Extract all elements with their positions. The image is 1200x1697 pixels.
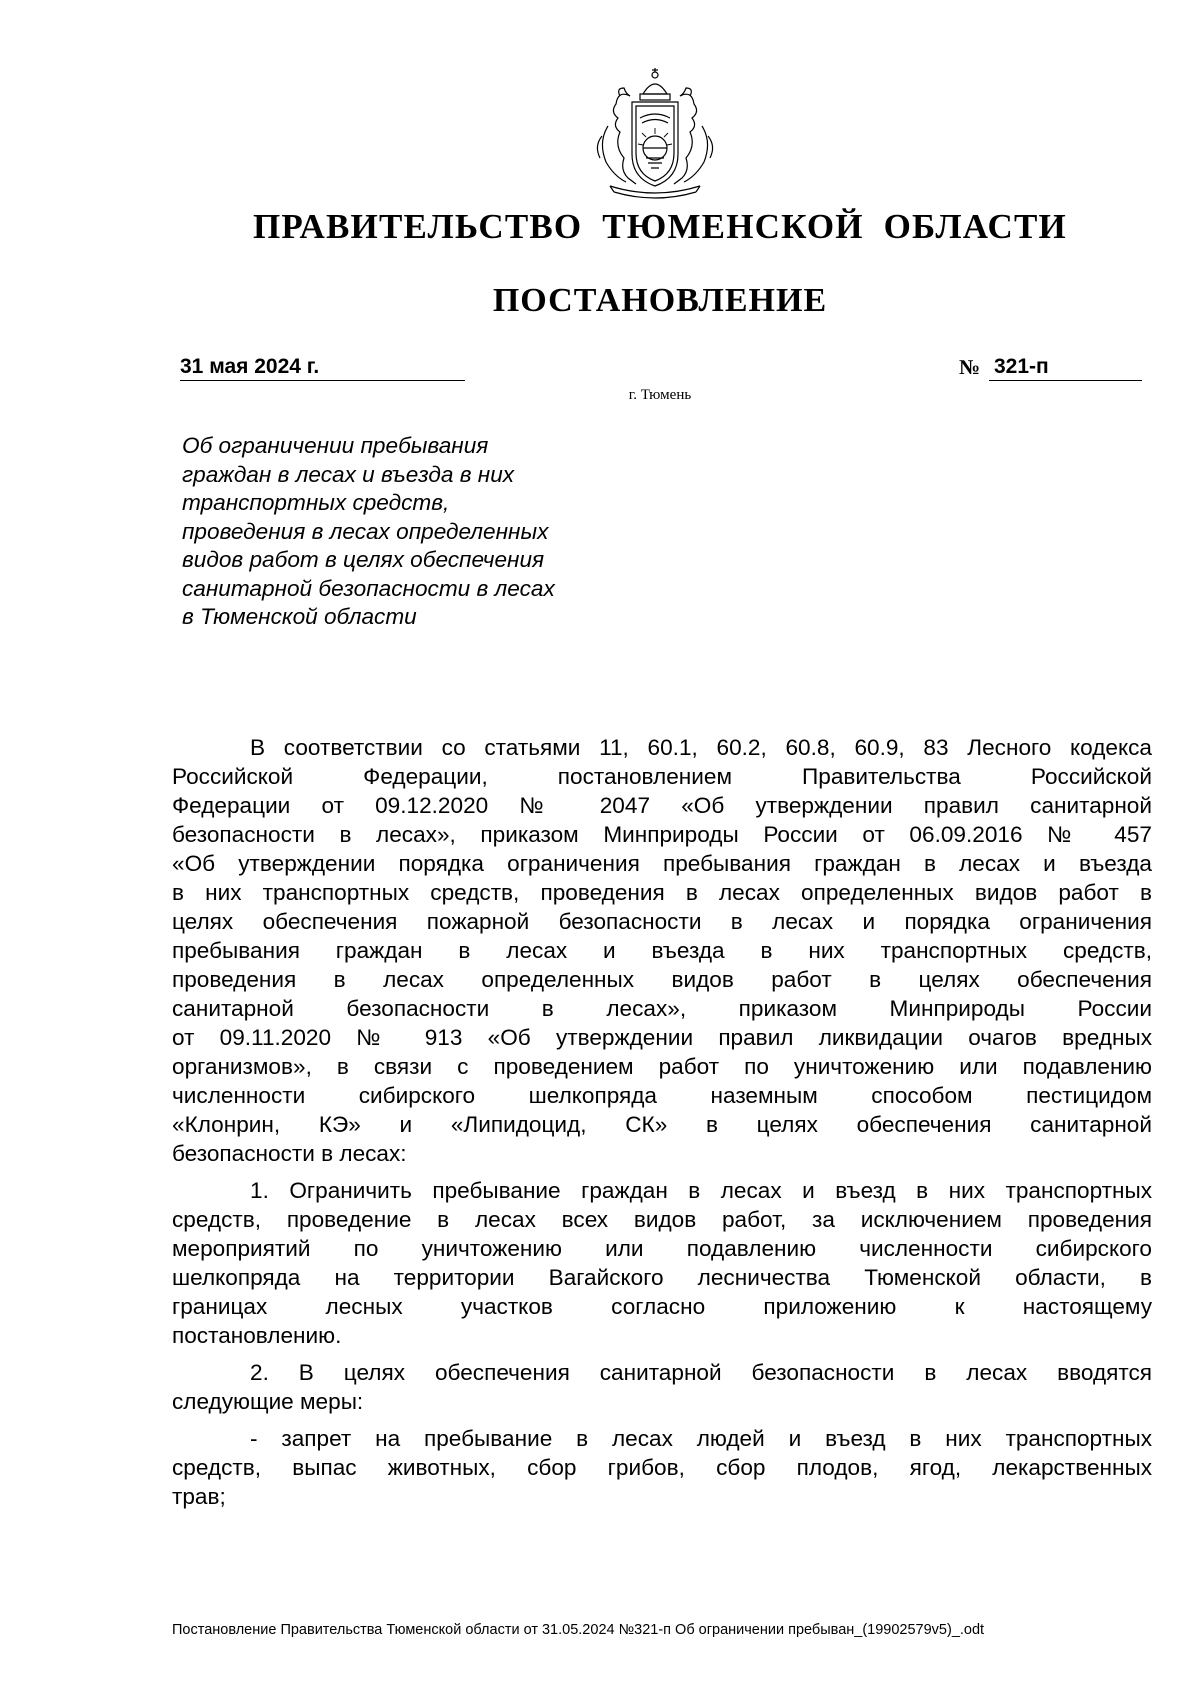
document-subject bbox=[182, 432, 642, 632]
number-label: № bbox=[959, 355, 981, 379]
body-line: 1. Ограничить пребывание граждан в лесах и въезд в них транспортных bbox=[250, 1178, 1152, 1203]
body-line: 2. В целях обеспечения санитарной безопасности в лесах вводятся bbox=[250, 1360, 1152, 1385]
tyumen-emblem-svg bbox=[580, 66, 730, 206]
item-2-bullet-paragraph bbox=[172, 1424, 1152, 1511]
body-line: - запрет на пребывание в лесах людей и въезд в них транспортных bbox=[250, 1426, 1152, 1451]
body-line: «Об утверждении порядка ограничения пребывания граждан в лесах и въезда bbox=[172, 851, 1152, 876]
subject-line: проведения в лесах определенных bbox=[182, 518, 549, 544]
body-line: трав; bbox=[172, 1484, 226, 1509]
body-line: безопасности в лесах», приказом Минприроды России от 06.09.2016 № 457 bbox=[172, 822, 1152, 847]
body-line: мероприятий по уничтожению или подавлению численности сибирского bbox=[172, 1236, 1152, 1261]
subject-line: Об ограничении пребывания bbox=[182, 433, 489, 458]
body-line: численности сибирского шелкопряда наземным способом пестицидом bbox=[172, 1083, 1152, 1108]
body-line: безопасности в лесах: bbox=[172, 1141, 407, 1166]
body-line: Российской Федерации, постановлением Правительства Российской bbox=[172, 764, 1152, 789]
body-line: следующие меры: bbox=[172, 1389, 364, 1414]
body-line: санитарной безопасности в лесах», приказом Минприроды России bbox=[172, 996, 1152, 1021]
coat-of-arms-icon bbox=[580, 66, 730, 206]
subject-line: граждан в лесах и въезда в них bbox=[182, 461, 515, 487]
body-line: «Клонрин, КЭ» и «Липидоцид, СК» в целях обеспечения санитарной bbox=[172, 1112, 1152, 1137]
body-line: целях обеспечения пожарной безопасности в лесах и порядка ограничения bbox=[172, 909, 1152, 934]
subject-line: санитарной безопасности в лесах bbox=[182, 575, 555, 601]
preamble-paragraph bbox=[172, 733, 1152, 1168]
body-line: В соответствии со статьями 11, 60.1, 60.2, 60.8, 60.9, 83 Лесного кодекса bbox=[250, 735, 1152, 760]
body-line: средств, проведение в лесах всех видов работ, за исключением проведения bbox=[172, 1207, 1152, 1232]
body-line: шелкопряда на территории Вагайского лесничества Тюменской области, в bbox=[172, 1265, 1152, 1290]
item-2-paragraph bbox=[172, 1358, 1152, 1416]
body-line: постановлению. bbox=[172, 1323, 342, 1348]
document-body bbox=[172, 733, 1152, 1519]
body-line: средств, выпас животных, сбор грибов, сбор плодов, ягод, лекарственных bbox=[172, 1455, 1152, 1480]
subject-line: в Тюменской области bbox=[182, 604, 417, 629]
body-line: от 09.11.2020 № 913 «Об утверждении правил ликвидации очагов вредных bbox=[172, 1025, 1152, 1050]
document-type-heading: ПОСТАНОВЛЕНИЕ bbox=[492, 282, 828, 319]
subject-line: транспортных средств, bbox=[182, 490, 450, 515]
organization-title: ПРАВИТЕЛЬСТВО ТЮМЕНСКОЙ ОБЛАСТИ bbox=[253, 207, 1067, 246]
document-number: 321-п bbox=[989, 354, 1142, 381]
document-city: г. Тюмень bbox=[628, 387, 692, 403]
item-1-paragraph bbox=[172, 1176, 1152, 1350]
document-date: 31 мая 2024 г. bbox=[180, 354, 465, 381]
page-footer: Постановление Правительства Тюменской области от 31.05.2024 №321-п Об ограничении пребыван_(19902579v5)_.odt bbox=[172, 1622, 985, 1638]
body-line: границах лесных участков согласно приложению к настоящему bbox=[172, 1294, 1152, 1319]
body-line: организмов», в связи с проведением работ по уничтожению или подавлению bbox=[172, 1054, 1152, 1079]
body-line: Федерации от 09.12.2020 № 2047 «Об утверждении правил санитарной bbox=[172, 793, 1152, 818]
body-line: в них транспортных средств, проведения в лесах определенных видов работ в bbox=[172, 880, 1152, 905]
body-line: пребывания граждан в лесах и въезда в них транспортных средств, bbox=[172, 938, 1152, 963]
subject-line: видов работ в целях обеспечения bbox=[182, 547, 545, 572]
body-line: проведения в лесах определенных видов работ в целях обеспечения bbox=[172, 967, 1152, 992]
